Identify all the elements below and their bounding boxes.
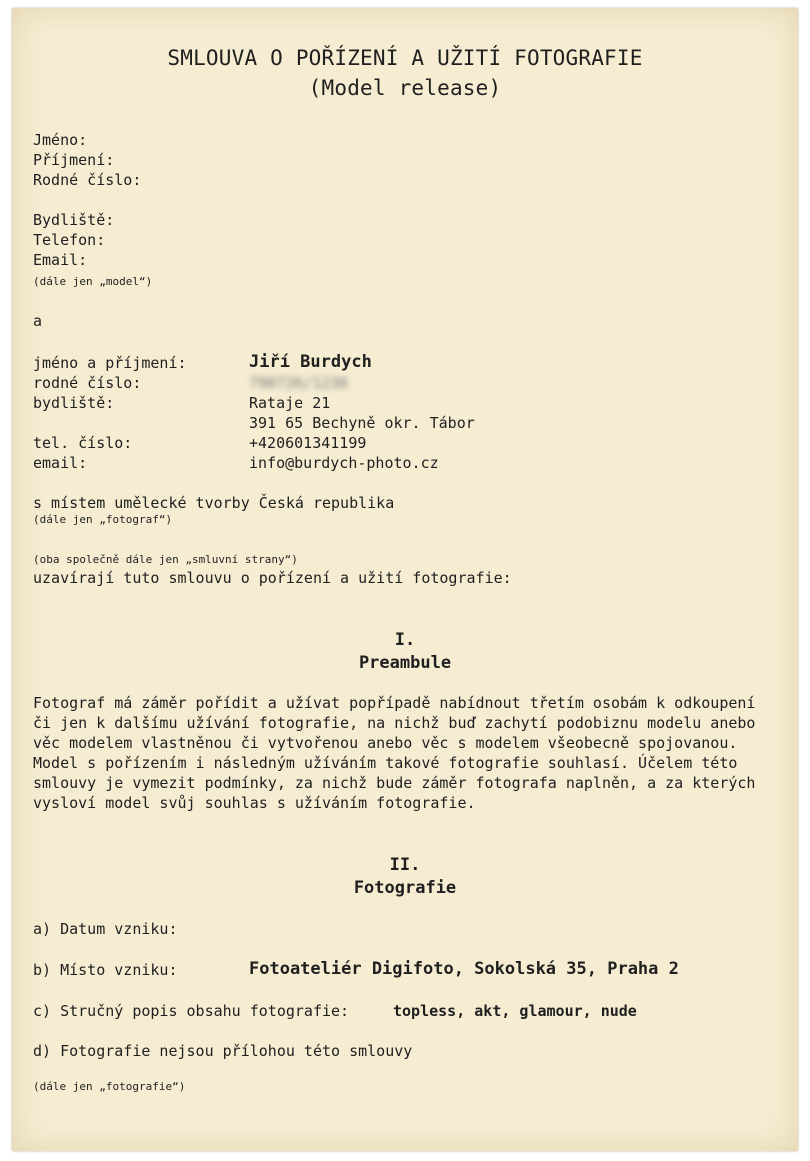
photographer-email-value: info@burdych-photo.cz bbox=[249, 454, 439, 472]
paragraph-line: Fotograf má záměr pořídit a užívat popřípadě nabídnout třetím osobám k odkoupení bbox=[33, 694, 756, 712]
model-surname-label: Příjmení: bbox=[33, 151, 115, 169]
photo-place-label: b) Místo vzniku: bbox=[33, 961, 178, 979]
photographer-name-label: jméno a příjmení: bbox=[33, 354, 187, 372]
photographer-birth-number-value: 790726/1236 bbox=[249, 374, 349, 392]
document-title: SMLOUVA O POŘÍZENÍ A UŽITÍ FOTOGRAFIE bbox=[167, 46, 643, 70]
section1-title: Preambule bbox=[358, 653, 452, 673]
photographer-phone-label: tel. číslo: bbox=[33, 434, 133, 452]
model-address-label: Bydliště: bbox=[33, 211, 115, 229]
model-birth-number-label: Rodné číslo: bbox=[33, 171, 142, 189]
section2-number: II. bbox=[389, 855, 421, 875]
photographer-address-line2: 391 65 Bechyně okr. Tábor bbox=[249, 414, 475, 432]
photo-description-value: topless, akt, glamour, nude bbox=[393, 1002, 637, 1020]
photographer-note: (dále jen „fotograf“) bbox=[33, 513, 173, 526]
photo-attachment-line: d) Fotografie nejsou přílohou této smlouvy bbox=[33, 1042, 413, 1060]
photographer-place-line: s místem umělecké tvorby Česká republika bbox=[33, 494, 395, 512]
model-phone-label: Telefon: bbox=[33, 231, 106, 249]
section2-title: Fotografie bbox=[353, 878, 457, 898]
model-note: (dále jen „model“) bbox=[33, 275, 153, 288]
photo-description-label: c) Stručný popis obsahu fotografie: bbox=[33, 1002, 350, 1020]
paragraph-line: smlouvy je vymezit podmínky, za nichž bude záměr fotografa naplněn, a za kterých bbox=[33, 774, 756, 792]
photographer-address-label: bydliště: bbox=[33, 394, 115, 412]
document-subtitle: (Model release) bbox=[308, 76, 502, 100]
photo-date-label: a) Datum vzniku: bbox=[33, 920, 178, 938]
paragraph-line: věc modelem vlastněnou či vytvořenou anebo věc s modelem všeobecně spojovanou. bbox=[33, 734, 738, 752]
model-name-label: Jméno: bbox=[33, 131, 88, 149]
section1-number: I. bbox=[394, 630, 416, 650]
connector-text: a bbox=[33, 312, 43, 330]
section1-paragraph bbox=[33, 693, 773, 813]
photographer-email-label: email: bbox=[33, 454, 88, 472]
paragraph-line: Model s pořízením i následným užíváním takové fotografie souhlasí. Účelem této bbox=[33, 754, 738, 772]
photographer-birth-number-label: rodné číslo: bbox=[33, 374, 142, 392]
photo-note: (dále jen „fotografie“) bbox=[33, 1080, 186, 1093]
paragraph-line: či jen k dalšímu užívání fotografie, na nichž buď zachytí podobiznu modelu anebo bbox=[33, 714, 756, 732]
model-email-label: Email: bbox=[33, 251, 88, 269]
photo-place-value: Fotoateliér Digifoto, Sokolská 35, Praha 2 bbox=[249, 959, 679, 979]
photographer-name-value: Jiří Burdych bbox=[249, 352, 372, 372]
photographer-phone-value: +420601341199 bbox=[249, 434, 367, 452]
parties-note: (oba společně dále jen „smluvní strany“) bbox=[33, 553, 298, 566]
parties-intro: uzavírají tuto smlouvu o pořízení a užití fotografie: bbox=[33, 569, 512, 587]
photographer-address-line1: Rataje 21 bbox=[249, 394, 331, 412]
paragraph-line: vysloví model svůj souhlas s užíváním fotografie. bbox=[33, 794, 476, 812]
